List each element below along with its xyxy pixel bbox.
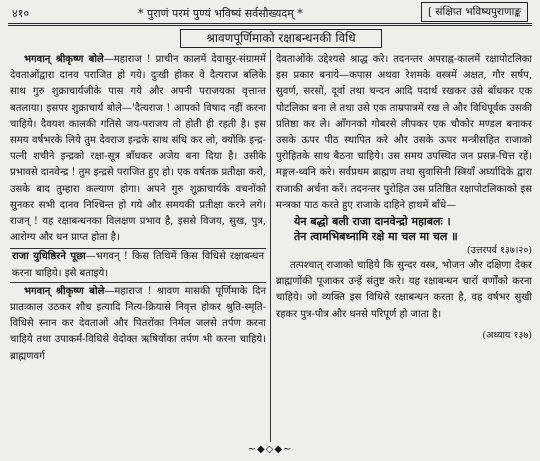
paragraph-text: —महाराज ! प्राचीन कालमें देवासुर-संग्राममें देवताओंद्वारा दानव पराजित हो गये। दुःखी होकर वे दैत्यराज बलिके साथ गुरु शुक्राचार्यजीके पास गये और अपनी पराजयका वृत्तान्त बतलाया। इसपर शुक्राचार्य बोले—'दैत्यराज ! आपको विषाद नहीं करना चाहिये। दैवयश कालकी गतिसे जय-पराजय तो होती ही रहती है। इस समय वर्षभरके लिये तुम देवराज इन्द्रके साथ संधि कर लो, क्योंकि इन्द्र-पत्नी शचीने इन्द्रको रक्षा-सूत्र बाँधकर अजेय बना दिया है। उसीके प्रभावसे दानवेन्द्र ! तुम इन्द्रसे पराजित हुए हो। एक वर्षतक प्रतीक्षा करो, उसके बाद तुम्हारा कल्याण होगा। अपने गुरु शुक्राचार्यके वचनोंको सुनकर सभी दानव निश्चिन्त हो गये और समयकी प्रतीक्षा करने लगे। राजन् ! यह रक्षाबन्धनका विलक्षण प्रभाव है, इससे विजय, सुख, पुत्र, आरोग्य और धन प्राप्त होता है।: [10, 54, 266, 244]
mantra-line: तेन त्वामभिबध्नामि रक्षे मा चल मा चल ॥: [294, 230, 458, 244]
paragraph-text: —महाराज ! श्रावण मासकी पूर्णिमाके दिन प्रातःकाल उठकर शौच इत्यादि नित्य-क्रियासे निवृत्त होकर श्रुति-स्मृति-विधिसे स्नान कर देवताओं और पितरोंका निर्मल जलसे तर्पण करना चाहिये तथा उपाकर्म-विधिसे वेदोक्त ऋषियोंका तर्पण भी करना चाहिये। ब्राह्मणवर्ग: [10, 285, 267, 362]
page-header: [8, 2, 532, 26]
speaker-label: भगवान् श्रीकृष्ण बोले: [24, 285, 105, 297]
column-divider: [270, 50, 271, 442]
paragraph: [10, 284, 266, 365]
header-divider: [8, 23, 532, 26]
question-heading: [10, 248, 266, 282]
speaker-label: भगवान् श्रीकृष्ण बोले: [24, 54, 104, 65]
section-label: [ संक्षिप्त भविष्यपुराणाङ्क: [421, 2, 528, 22]
page-number: ४१०: [12, 7, 30, 20]
chapter-title: श्रावणपूर्णिमाको रक्षाबन्धनकी विधि: [180, 29, 382, 48]
running-title: * पुराणं परमं पुण्यं भविष्यं सर्वसौख्यदम् *: [138, 7, 303, 20]
right-column: [276, 52, 532, 343]
footer-ornament: ~◆◇◆~: [247, 444, 293, 455]
paragraph: तत्पश्चात् राजाको चाहिये कि सुन्दर वस्त्र, भोजन और दक्षिणा देकर ब्राह्मणोंकी पूजाकर उन्हें संतुष्ट करे। यह रक्षाबन्धन चारों वर्णोंको करना चाहिये। जो व्यक्ति इस विधिसे रक्षाबन्धन करता है, वह वर्षभर सुखी रहकर पुत्र-पौत्र और धनसे परिपूर्ण हो जाता है।: [276, 260, 532, 320]
mantra-line: येन बद्धो बली राजा दानवेन्द्रो महाबलः ।: [294, 215, 451, 229]
speaker-label: राजा युधिष्ठिरने पूछा: [12, 251, 86, 263]
paragraph-text: —भगवन् ! किस तिथिमें किस विधिसे रक्षाबन्धन करना चाहिये। इसे बताइये।: [12, 251, 264, 279]
verse-reference: (उत्तरपर्व १३७।२०): [466, 245, 532, 257]
paragraph: देवताओंके उद्देश्यसे श्राद्ध करे। तदनन्तर अपराह्न-कालमें रक्षापोटलिका इस प्रकार बनाये—कपास अथवा रेशमके वस्त्रमें अक्षत, गौर सर्षप, सुवर्ण, सरसों, दूर्वा तथा चन्दन आदि पदार्थ रखकर उसे बाँधकर एक पोटलिका बना ले तथा उसे एक ताम्रपात्रमें रख ले और विधिपूर्वक उसकी प्रतिष्ठा कर ले। आँगनको गोबरसे लीपकर एक चौकोर मण्डल बनाकर उसके ऊपर पीठ स्थापित करे और उसके ऊपर मन्त्रीसहित राजाको पुरोहितके साथ बैठना चाहिये। उस समय उपस्थित जन प्रसन्न-चित्त रहें। मङ्गल-ध्वनि करे। सर्वप्रथम ब्राह्मण तथा सुवासिनी स्त्रियाँ अर्घ्यादिके द्वारा राजाकी अर्चना करें। तदनन्तर पुरोहित उस प्रतिष्ठित रक्षापोटलिकाको इस मन्त्रका पाठ करते हुए राजाके दाहिने हाथमें बाँधे—: [276, 54, 532, 211]
paragraph: [10, 52, 266, 246]
left-column: [10, 52, 266, 365]
chapter-reference: (अध्याय १३७): [482, 329, 532, 341]
